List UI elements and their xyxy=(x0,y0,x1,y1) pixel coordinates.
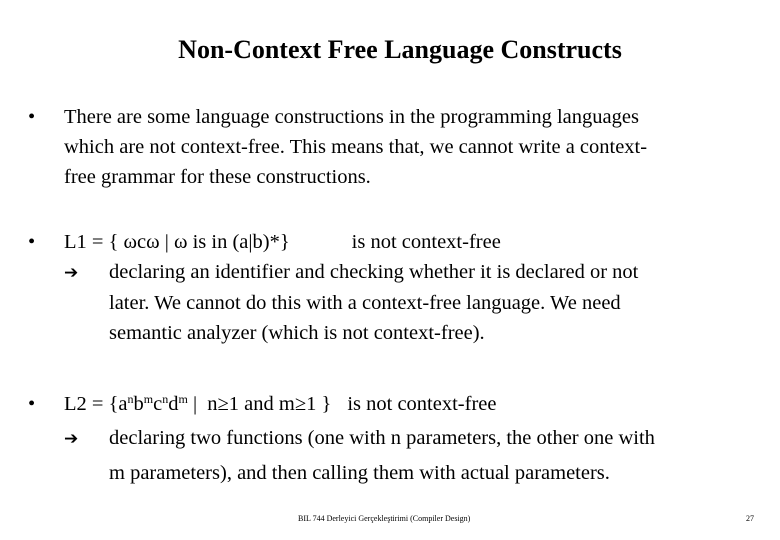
bullet-3-arrow-text-1: declaring two functions (one with n parameters, the other one with xyxy=(109,427,655,449)
slide-title: Non-Context Free Language Constructs xyxy=(178,35,622,64)
bullet-icon: • xyxy=(28,231,36,253)
arrow-right-icon: ➔ xyxy=(64,429,79,449)
bullet-1-line-1 xyxy=(28,102,768,132)
l2-status: is not context-free xyxy=(347,393,497,415)
l1-definition: L1 = { ωcω | ω is in (a|b)*} xyxy=(64,231,290,253)
bullet-3-arrow-line-1 xyxy=(28,423,768,454)
bullet-2-arrow-text-1: declaring an identifier and checking whether it is declared or not xyxy=(109,261,639,283)
bullet-icon: • xyxy=(28,106,36,128)
bullet-1-text-1: There are some language constructions in the programming languages xyxy=(64,106,639,128)
bullet-3-arrow-line-2: m parameters), and then calling them with actual parameters. xyxy=(109,462,610,484)
bullet-3 xyxy=(28,389,768,488)
bullet-icon: • xyxy=(28,393,36,415)
bullet-2-arrow-line-2: later. We cannot do this with a context-free language. We need xyxy=(109,292,621,314)
arrow-right-icon: ➔ xyxy=(64,263,79,283)
bullet-1-line-2: which are not context-free. This means that, we cannot write a context- xyxy=(64,136,648,158)
bullet-3-line-1 xyxy=(28,389,768,419)
bullet-1-line-3: free grammar for these constructions. xyxy=(64,166,371,188)
l1-status: is not context-free xyxy=(351,231,501,253)
bullet-2 xyxy=(28,227,768,348)
bullet-2-line-1 xyxy=(28,227,768,257)
bullet-1 xyxy=(28,102,768,192)
l2-definition: $L2 = \{a^nb^mc^nd^m$ | n≥1 and m≥1 } xyxy=(64,392,332,415)
bullet-2-arrow-line-3: semantic analyzer (which is not context-free). xyxy=(109,322,485,344)
footer-page-number: 27 xyxy=(746,514,754,523)
footer-course: BIL 744 Derleyici Gerçekleştirimi (Compiler Design) xyxy=(298,514,471,523)
bullet-2-arrow-line-1 xyxy=(28,257,768,288)
